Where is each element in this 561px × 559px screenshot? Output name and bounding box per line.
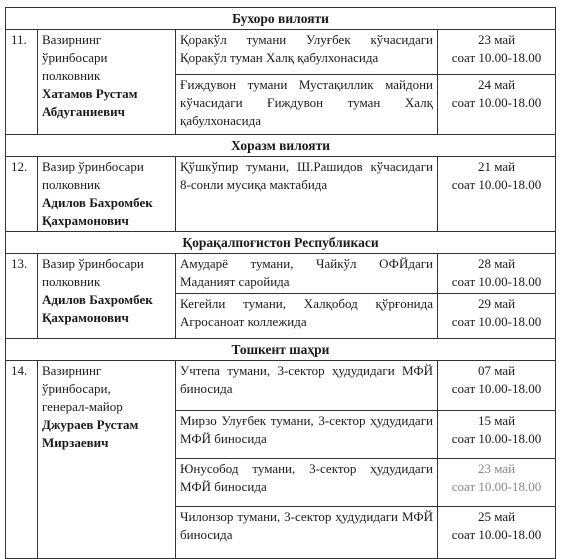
visit-datetime [438,294,556,339]
visit-date: 23 май [477,32,516,47]
official-name-line: Абдуганиевич [42,104,125,119]
visit-time: соат 10.00-18.00 [451,381,542,396]
visit-time: соат 10.00-18.00 [451,274,542,289]
position-line: полковник [42,177,101,192]
visit-datetime [438,459,556,507]
row-number: 11. [6,30,38,135]
visit-place: Мирзо Улуғбек тумани, 3-сектор ҳудудидаги МФЙ биносида [176,411,438,459]
official-name-line: Адилов Бахромбек [42,292,153,307]
visit-time: соат 10.00-18.00 [451,431,542,446]
position-line: ўринбосари [42,50,108,65]
position-line: ўринбосари, [42,381,111,396]
visit-date: 07 май [477,363,516,378]
position-line: полковник [42,274,101,289]
visit-place: Учтепа тумани, 3-сектор ҳудудидаги МФЙ биносида [176,361,438,411]
visit-time: соат 10.00-18.00 [451,177,542,192]
visit-time: соат 10.00-18.00 [451,479,542,494]
visit-date: 15 май [477,413,516,428]
visit-datetime [438,254,556,294]
visit-place: Ғиждувон тумани Мустақиллик майдони кўчасидаги Ғиждувон туман Халқ қабулхонасида [176,75,438,135]
region-header: Бухоро вилояти [6,8,556,30]
visit-datetime [438,507,556,559]
visit-place: Қоракўл тумани Улуғбек кўчасидаги Қоракўл туман Халқ қабулхонасида [176,30,438,75]
region-header: Хоразм вилояти [6,135,556,157]
visit-date: 23 май [477,461,516,476]
position-line: Вазирнинг [42,363,102,378]
visit-datetime [438,30,556,75]
row-number: 12. [6,157,38,232]
official-cell [38,254,176,339]
schedule-document [5,7,555,559]
official-name-line: Қахрамонович [42,310,129,325]
row-number: 13. [6,254,38,339]
visit-date: 28 май [477,256,516,271]
visit-datetime [438,361,556,411]
visit-place: Амударё тумани, Чайкўл ОФЙдаги Маданият саройида [176,254,438,294]
region-header: Қорақалпоғистон Республикаси [6,232,556,254]
visit-place: Кегейли тумани, Халқобод қўрғонида Агросаноат коллежида [176,294,438,339]
visit-place: Юнусобод тумани, 3-сектор ҳудудидаги МФЙ биносида [176,459,438,507]
reception-schedule-table [5,7,556,559]
position-line: Вазир ўринбосари [42,159,144,174]
position-line: генерал-майор [42,399,123,414]
visit-date: 25 май [477,509,516,524]
visit-place: Қўшкўпир тумани, Ш.Рашидов кўчасидаги 8-сонли мусиқа мактабида [176,157,438,232]
position-line: полковник [42,68,101,83]
position-line: Вазир ўринбосари [42,256,144,271]
visit-date: 24 май [477,77,516,92]
visit-place: Чилонзор тумани, 3-сектор ҳудудидаги МФЙ биносида [176,507,438,559]
official-name-line: Мирзаевич [42,435,109,450]
visit-time: соат 10.00-18.00 [451,314,542,329]
position-line: Вазирнинг [42,32,102,47]
visit-time: соат 10.00-18.00 [451,50,542,65]
visit-time: соат 10.00-18.00 [451,527,542,542]
visit-datetime [438,411,556,459]
official-name-line: Хатамов Рустам [42,86,138,101]
official-name-line: Адилов Бахромбек [42,195,153,210]
region-header: Тошкент шаҳри [6,339,556,361]
official-cell [38,157,176,232]
visit-datetime [438,75,556,135]
visit-date: 29 май [477,296,516,311]
official-name-line: Қахрамонович [42,213,129,228]
visit-datetime [438,157,556,232]
official-cell [38,30,176,135]
official-cell [38,361,176,559]
visit-date: 21 май [477,159,516,174]
row-number: 14. [6,361,38,559]
official-name-line: Джураев Рустам [42,417,139,432]
visit-time: соат 10.00-18.00 [451,95,542,110]
